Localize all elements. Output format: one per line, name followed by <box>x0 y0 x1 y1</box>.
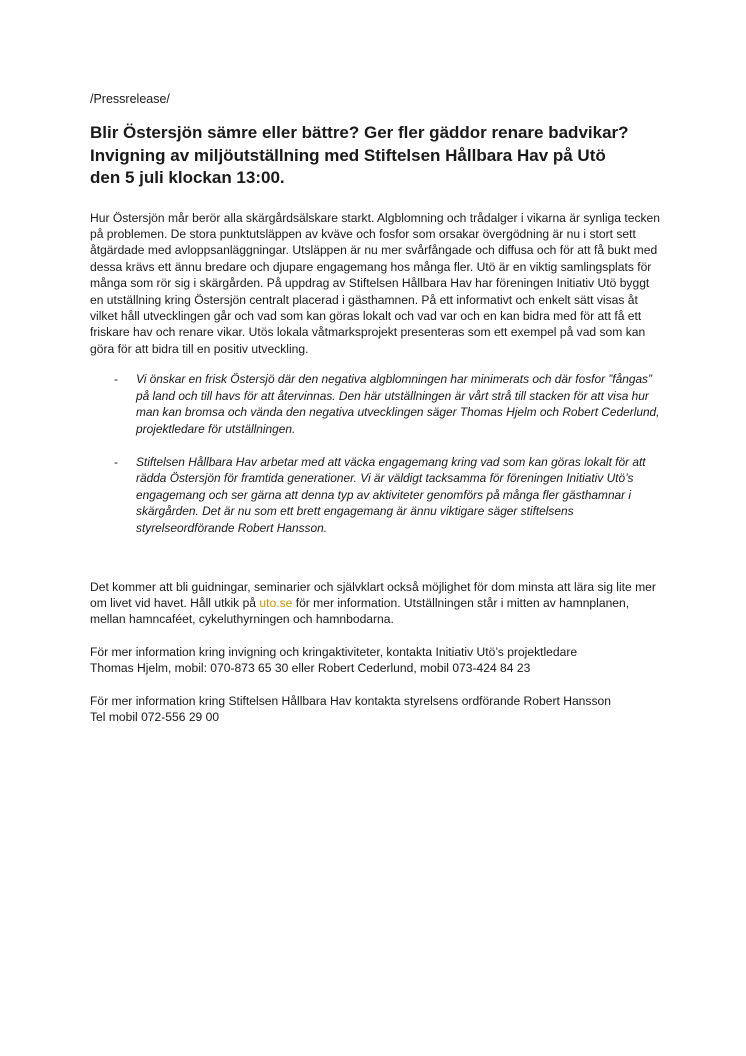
contact-line: Tel mobil 072-556 29 00 <box>90 709 220 724</box>
activities-text-after: för mer information. Utställningen står i mitten av hamnplanen, mellan hamncaféet, cykeluthyrningen och hamnbodarna. <box>90 595 630 627</box>
headline-line: den 5 juli klockan 13:00. <box>90 168 285 187</box>
headline-line: Invigning av miljöutställning med Stiftelsen Hållbara Hav på Utö <box>90 145 606 165</box>
quote-text: Stiftelsen Hållbara Hav arbetar med att väcka engagemang kring vad som kan göras lokalt för att rädda Östersjön för framtida generationer. Vi är väldigt tacksamma för föreningen Initiativ Utö’s engagemang och ser gärna att denna typ av aktiviteter genomförs på många fler gästhamnar i skärgården. Det är nu som ett brett engagemang är ännu viktigare säger stiftelsens styrelseordförande Robert Hansson. <box>136 454 646 535</box>
press-release-label: /Pressrelease/ <box>90 92 170 106</box>
uto-website-link[interactable]: uto.se <box>259 595 293 610</box>
list-dash: - <box>114 372 118 387</box>
contact-line: Thomas Hjelm, mobil: 070-873 65 30 eller Robert Cederlund, mobil 073-424 84 23 <box>90 661 531 676</box>
quote-item <box>90 371 660 437</box>
list-dash: - <box>114 454 118 469</box>
activities-text-before: Det kommer att bli guidningar, seminarier och självklart också möjlighet för dom minsta att lära sig lite mer om livet vid havet. Håll utkik på <box>90 579 656 610</box>
headline-line: Blir Östersjön sämre eller bättre? Ger fler gäddor renare badvikar? <box>90 123 629 142</box>
quote-item <box>90 454 660 537</box>
contact-line: För mer information kring Stiftelsen Hållbara Hav kontakta styrelsens ordförande Robert Hansson <box>90 693 611 708</box>
intro-paragraph: Hur Östersjön mår berör alla skärgårdsälskare starkt. Algblomning och trådalger i vikarna är synliga tecken på problemen. De stora punktutsläppen av kväve och fosfor som orsakar övergödning är nu i stort sett åtgärdade med avloppsanläggningar. Utsläppen är nu mer svårfångade och diffusa och för att få bukt med dessa krävs ett ännu bredare och djupare engagemang hos många fler. Utö är en viktig samlingsplats för många som rör sig i skärgården. På uppdrag av Stiftelsen Hållbara Hav har föreningen Initiativ Utö byggt en utställning kring Östersjön centralt placerad i gästhamnen. På ett informativt och enkelt sätt visas åt vilket håll utvecklingen går och vad som kan göras lokalt och vad var och en kan bidra med för att få ett friskare hav och renare vikar. Utös lokala våtmarksprojekt presenteras som ett exempel på vad som kan göra för att bidra till en positiv utveckling. <box>90 210 661 356</box>
quote-list <box>90 371 660 536</box>
spacer <box>90 553 660 579</box>
contact-paragraph-initiativ-uto <box>90 644 660 677</box>
document-page <box>90 90 660 741</box>
quote-text: Vi önskar en frisk Östersjö där den negativa algblomningen har minimerats och där fosfor ”fångas” på land och till havs för att återvinnas. Den här utställningen är vårt strå till stacken för att visa hur man kan bromsa och vända den negativa utvecklingen säger Thomas Hjelm och Robert Cederlund, projektledare för utställningen. <box>136 372 660 436</box>
contact-line: För mer information kring invigning och kringaktiviteter, kontakta Initiativ Utö’s projektledare <box>90 644 578 659</box>
activities-paragraph <box>90 579 660 628</box>
contact-paragraph-hallbara-hav <box>90 693 660 726</box>
headline <box>90 122 660 190</box>
